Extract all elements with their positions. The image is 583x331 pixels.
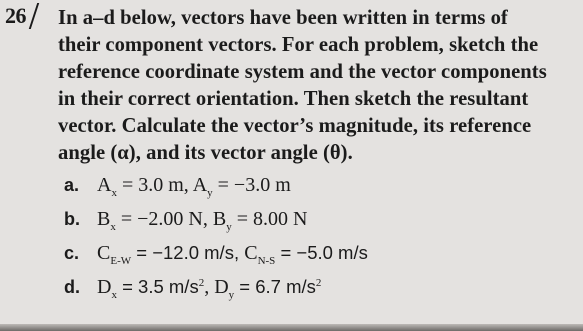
component-value: = 6.7 m/s [234,276,316,297]
vector-subscript: y [207,187,213,199]
vector-subscript: y [226,221,232,233]
item-label: d. [64,277,80,297]
vector-symbol: A [97,174,112,196]
list-item-c [64,242,368,267]
vector-subscript: x [111,187,117,199]
problem-line: angle (α), and its vector angle (θ). [58,142,353,164]
problem-line: reference coordinate system and the vector components [58,61,547,83]
component-value: = −3.0 m [212,174,291,196]
vector-symbol: D [214,276,229,298]
vector-subscript: N-S [257,255,276,267]
vector-subscript: y [228,289,235,301]
list-item-d [64,276,321,301]
component-value: = 8.00 N [231,208,308,230]
list-item-a [64,174,291,199]
vector-symbol: B [97,208,111,230]
component-value: = −2.00 N, [115,208,213,230]
item-label: b. [64,209,80,229]
component-value: = −12.0 m/s, [131,242,245,263]
item-label: a. [64,175,80,195]
unit-exponent: 2 [315,277,322,289]
vector-symbol: A [192,174,208,196]
vector-subscript: E-W [110,255,132,267]
problem-line: vector. Calculate the vector’s magnitude, its reference [58,115,532,137]
vector-symbol: C [97,242,111,264]
problem-line: in their correct orientation. Then sketch the resultant [58,88,529,110]
list-item-b [64,208,307,233]
vector-symbol: B [212,208,227,230]
component-value: = 3.0 m, [116,174,193,196]
page-edge-shadow [0,324,583,331]
vector-symbol: D [97,276,112,298]
component-value: = −5.0 m/s [275,242,368,263]
vector-subscript: x [111,289,117,301]
problem-line: In a–d below, vectors have been written in terms of [58,7,508,29]
problem-line: their component vectors. For each problem, sketch the [58,34,539,56]
item-label: c. [64,243,80,263]
separator: , [204,276,215,298]
vector-symbol: C [244,242,258,264]
unit-exponent: 2 [198,277,205,289]
problem-number: 26 [5,3,26,28]
vector-subscript: x [110,221,116,233]
component-value: = 3.5 m/s [116,276,199,297]
